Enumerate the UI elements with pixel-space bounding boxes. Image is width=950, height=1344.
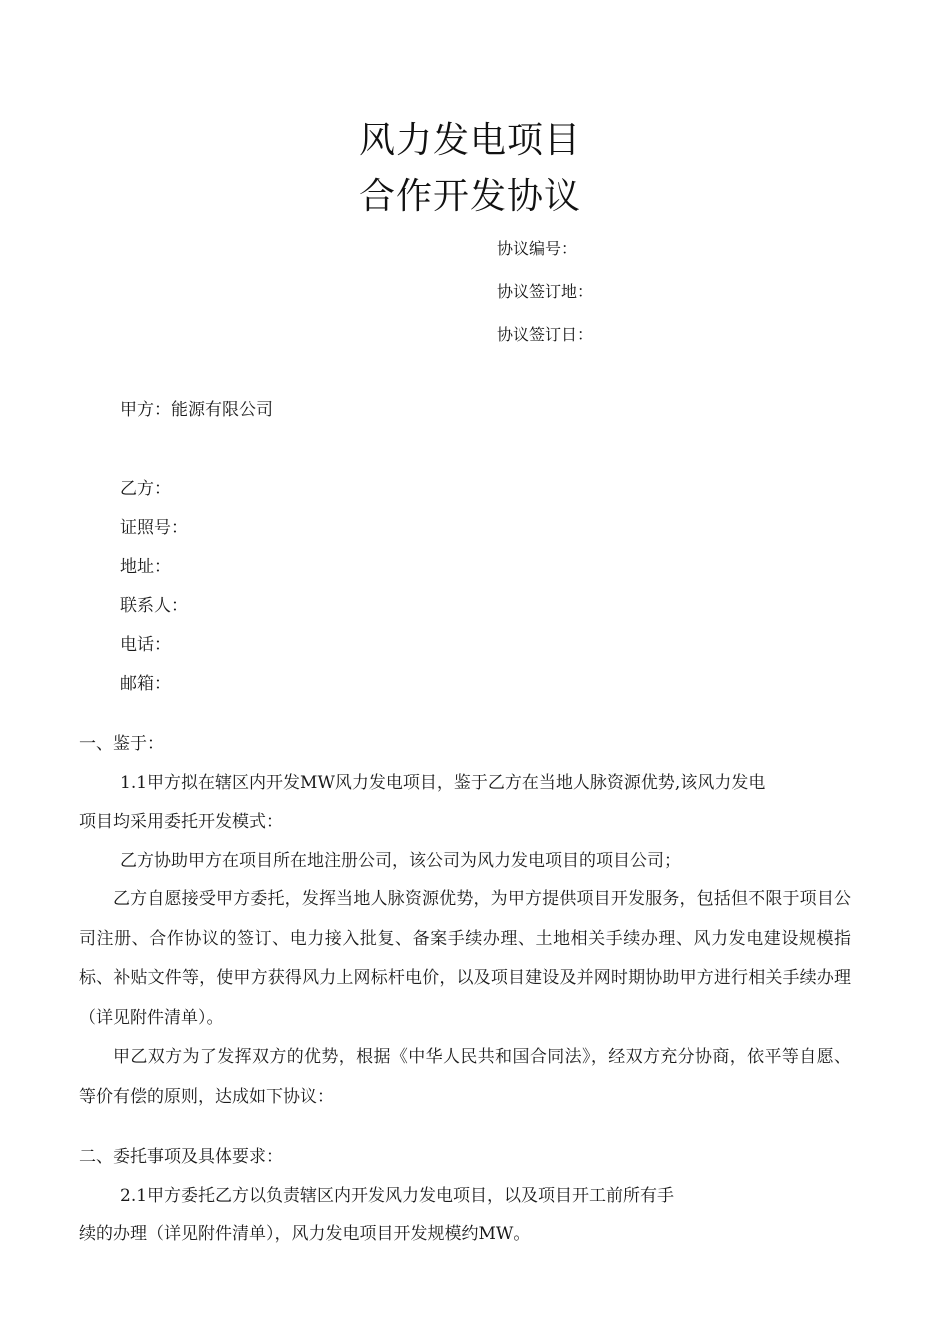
clause-development-services: 乙方自愿接受甲方委托，发挥当地人脉资源优势，为甲方提供项目开发服务，包括但不限于项目公司注册、合作协议的签订、电力接入批复、备案手续办理、土地相关手续办理、风力发电建设规模指标、补贴文件等，使甲方获得风力上网标杆电价，以及项目建设及并网时期协助甲方进行相关手续办理（详见附件清单）。: [79, 889, 851, 1028]
section2-heading: 二、委托事项及具体要求：: [79, 1147, 283, 1167]
document-title-line2: 合作开发协议: [358, 176, 581, 217]
email-label: 邮箱：: [120, 674, 171, 694]
section1-heading: 一、鉴于：: [79, 734, 164, 754]
agreement-number-label: 协议编号：: [497, 239, 578, 258]
party-b: 乙方：: [120, 479, 171, 499]
phone-label: 电话：: [120, 635, 171, 655]
document-title-line1: 风力发电项目: [358, 120, 581, 161]
clause-1-1-line1: 1.1甲方拟在辖区内开发MW风力发电项目，鉴于乙方在当地人脉资源优势,该风力发电: [120, 773, 766, 793]
license-number-label: 证照号：: [120, 518, 188, 538]
address-label: 地址：: [120, 557, 171, 577]
clause-agreement-basis: 甲乙双方为了发挥双方的优势，根据《中华人民共和国合同法》，经双方充分协商，依平等自愿、等价有偿的原则，达成如下协议：: [79, 1047, 851, 1107]
clause-company-registration: 乙方协助甲方在项目所在地注册公司，该公司为风力发电项目的项目公司；: [120, 851, 681, 871]
party-a: 甲方：能源有限公司: [120, 400, 273, 420]
signing-date-label: 协议签订日：: [497, 325, 594, 344]
contact-person-label: 联系人：: [120, 596, 188, 616]
clause-2-1-line1: 2.1甲方委托乙方以负责辖区内开发风力发电项目，以及项目开工前所有手: [120, 1186, 675, 1206]
signing-place-label: 协议签订地：: [497, 282, 594, 301]
clause-2-1-line2: 续的办理（详见附件清单），风力发电项目开发规模约MW。: [79, 1224, 531, 1244]
clause-1-1-line2: 项目均采用委托开发模式：: [79, 812, 283, 832]
